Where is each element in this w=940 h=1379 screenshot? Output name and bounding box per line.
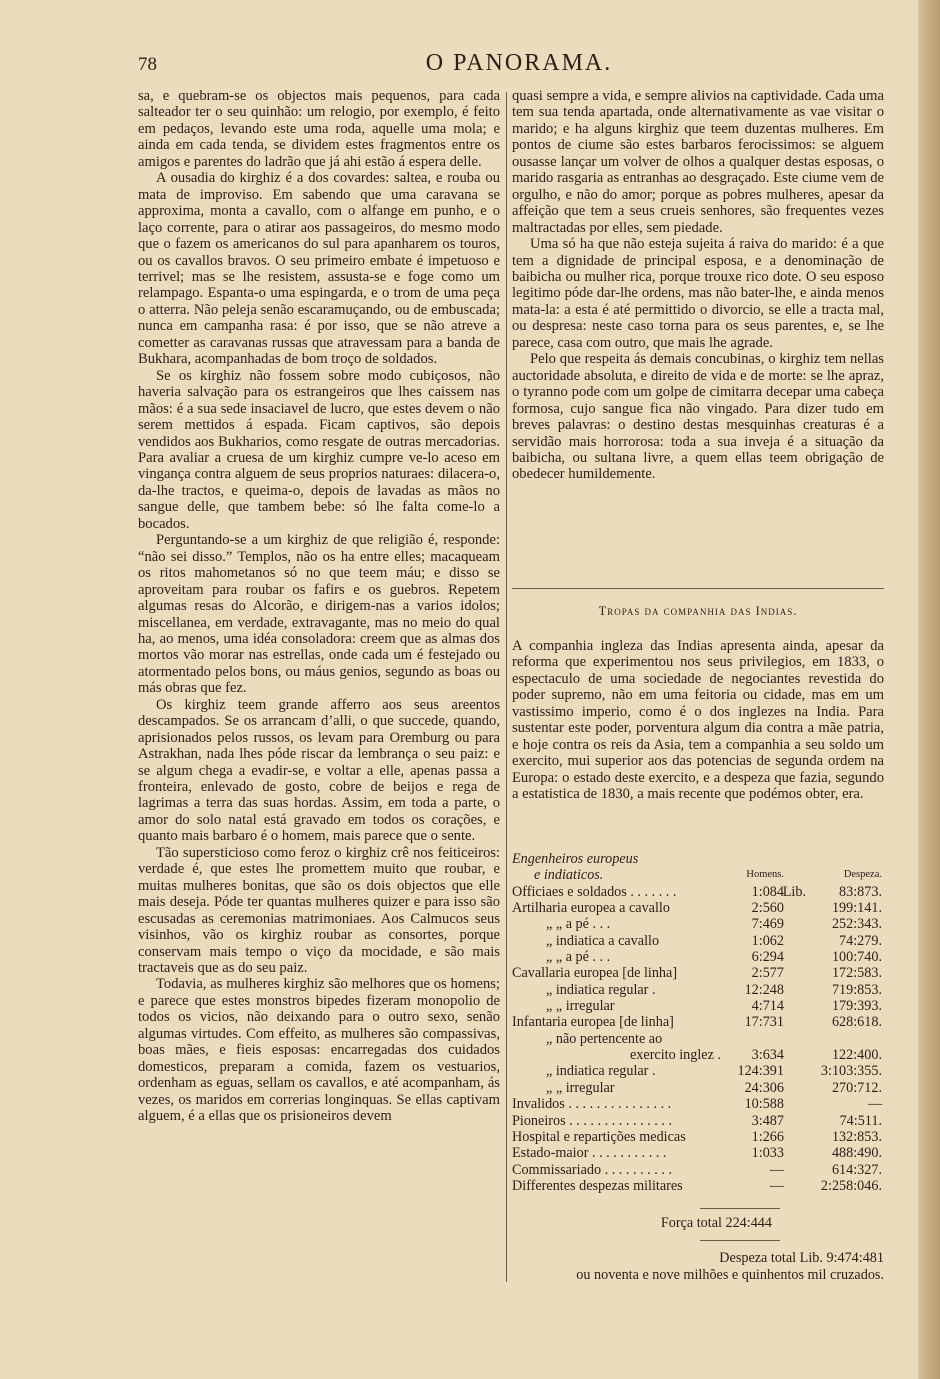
table-header-row [512, 867, 884, 883]
paragraph: sa, e quebram-se os objectos mais pequenos, para cada salteador ter o seu quinhão: um relogio, por exemplo, é feito em pedaços, levando este uma roda, aquelle uma mola; e ainda em cada tenda, se dividem estes fragmentos entre os amigos e parentes do ladrão que já ahi estão á espera delle. [138, 88, 500, 170]
section-rule [512, 588, 884, 589]
row-label: Artilharia europea a cavallo [512, 900, 670, 917]
row-men: 3:487 [751, 1112, 784, 1129]
row-men: 1:062 [751, 932, 784, 949]
row-cost: 74:279. [839, 932, 882, 949]
paragraph: Todavia, as mulheres kirghiz são melhores que os homens; e parece que estes monstros bipedes fizeram monopolio de todos os vicios, não deixando para o outro sexo, senão algumas virtudes. Com effeito, as mulheres são compassivas, boas mães, e fieis esposas: encarregadas dos cuidados domesticos, preparam a comida, fazem os vestuarios, ordenham as eguas, sellam os cavallos, e até acompanham, ás vezes, os maridos em correrias longinquas. Se ellas captivam alguem, é a ellas que os prisioneiros devem [138, 976, 500, 1125]
row-cost: 270:712. [831, 1079, 882, 1096]
row-men: 7:469 [751, 916, 784, 933]
row-label: „ „ irregular [546, 998, 615, 1015]
row-men: 1:084 [751, 883, 784, 900]
currency-label: Lib. [782, 883, 806, 900]
row-men: 17:731 [744, 1014, 784, 1031]
row-label: Estado-maior . . . . . . . . . . . [512, 1145, 667, 1162]
left-column [138, 88, 500, 1125]
table-subtitle: e indiaticos. [534, 867, 604, 884]
paragraph: Pelo que respeita ás demais concubinas, o kirghiz tem nellas auctoridade absoluta, e direito de vida e de morte: se lhe apraz, o tyranno pode com um golpe de cimitarra decepar uma cabeça formosa, cujo sangue fica não vingado. Para dizer tudo em breves palavras: o destino destas mesquinhas creaturas é a servidão mais horrorosa: toda a sua inveja é a situação da baibicha, ou sultana livre, a quem ellas teem obrigação de obedecer humildemente. [512, 351, 884, 483]
row-label: „ „ irregular [546, 1079, 615, 1096]
row-men: 124:391 [737, 1063, 784, 1080]
table-row [512, 998, 884, 1014]
row-men: 4:714 [751, 998, 784, 1015]
table-row [512, 916, 884, 932]
column-divider [506, 92, 507, 1282]
paragraph: Se os kirghiz não fossem sobre modo cubiçosos, não haveria salvação para os estrangeiros que lhes caissem nas mãos: é a sua sede insaciavel de lucro, que estes devem o não serem mettidos á espada. Ficam captivos, são depois vendidos aos Bukharios, como resgate de outras mercadorias. Para avaliar a cruesa de um kirghiz cumpre ve-lo aceso em vingança contra alguem de seus proprios naturaes: dilacera-o, da-lhe tractos, e queima-o, depois de lavadas as mãos no sangue delle, que tambem bebe: só lhe falta come-lo a bocados. [138, 367, 500, 532]
page-header [138, 50, 900, 82]
row-cost: 100:740. [831, 949, 882, 966]
row-label: Officiaes e soldados . . . . . . . [512, 883, 677, 900]
table-body [512, 884, 884, 1195]
row-label: „ „ a pé . . . [546, 916, 611, 933]
paragraph: Tão supersticioso como feroz o kirghiz crê nos feiticeiros: verdade é, que estes lhe promettem muito que roubar, e muitas mulheres bonitas, que são os dois objectos que elle mais deseja. Póde ter quantas mulheres quizer e para isso são escusadas as ceremonias matrimoniaes. Aos Calmucos seus visinhos, vão os kirghiz roubar as consortes, porque conservam mais tempo o viço da mocidade, e são mais tractaveis que as do seu paiz. [138, 844, 500, 977]
col-header-cost: Despeza. [843, 869, 882, 881]
table-row [512, 900, 884, 916]
row-men: 24:306 [744, 1079, 784, 1096]
table-row [512, 949, 884, 965]
row-label: Hospital e repartições medicas [512, 1128, 686, 1145]
row-cost: 2:258:046. [820, 1177, 882, 1194]
row-men: 12:248 [744, 981, 784, 998]
row-cost: 628:618. [831, 1014, 882, 1031]
row-cost: 83:873. [839, 883, 882, 900]
row-men: 10:588 [744, 1096, 784, 1113]
table-row [512, 1129, 884, 1145]
row-label: Commissariado . . . . . . . . . . [512, 1161, 672, 1178]
col-header-men: Homens. [746, 869, 784, 881]
page-number: 78 [138, 54, 157, 75]
row-label: „ não pertencente ao [546, 1030, 663, 1047]
table-row [512, 884, 884, 900]
row-men: 3:634 [751, 1047, 784, 1064]
row-label: Infantaria europea [de linha] [512, 1014, 674, 1031]
row-label: „ indiatica regular . [546, 1063, 656, 1080]
total-force: Força total 224:444 [660, 1215, 772, 1231]
table-row [512, 1080, 884, 1096]
paragraph: A companhia ingleza das Indias apresenta ainda, apesar da reforma que experimentou nos seus privilegios, em 1833, o espectaculo de uma sociedade de negociantes revestida do poder supremo, não em uma feitoria ou cidade, mas em um vastissimo imperio, como é o dos inglezes na India. Para sustentar este poder, porventura algum dia contra a mãe patria, e hoje contra os reis da Asia, tem a companhia a seu soldo um exercito, mui superior aos das potencias de segunda ordem na Europa: o estado deste exercito, e a despeza que fazia, segundo a estatistica de 1830, a mais recente que podémos obter, era. [512, 638, 884, 803]
army-table [512, 851, 884, 1194]
row-men: 2:577 [751, 965, 784, 982]
row-cost: 199:141. [831, 900, 882, 917]
paragraph: Os kirghiz teem grande afferro aos seus areentos descampados. Se os arrancam d’alli, o que succede, quando, aprisionados pelos russos, os levam para Oremburg ou para Astrakhan, nada lhes póde riscar da lembrança o seu paiz: e se algum chega a evadir-se, e voltar a elle, apenas passa a fronteira, enlevado de gosto, cobre de beijos e rega de lagrimas a terra das suas hordas. Assim, em toda a parte, o amor do solo natal está gravado em todos os corações, e quanto mais barbaro é o homem, mais parece que o sente. [138, 696, 500, 845]
table-row [512, 1096, 884, 1112]
row-men: — [769, 1177, 784, 1194]
row-label: Differentes despezas militares [512, 1177, 683, 1194]
row-label: Cavallaria europea [de linha] [512, 965, 678, 982]
table-title-row [512, 851, 884, 867]
row-cost: — [867, 1096, 882, 1113]
section-title: Tropas da companhia das Indias. [598, 604, 798, 618]
row-label: Invalidos . . . . . . . . . . . . . . . [512, 1096, 672, 1113]
table-row [512, 1014, 884, 1030]
table-row [512, 965, 884, 981]
table-row [512, 1162, 884, 1178]
row-label: „ indiatica a cavallo [546, 932, 660, 949]
row-men: 1:266 [751, 1128, 784, 1145]
page-edge [918, 0, 940, 1379]
row-cost: 74:511. [839, 1112, 882, 1129]
paragraph: Uma só ha que não esteja sujeita á raiva do marido: é a que tem a dignidade de principal esposa, e a denominação de baibicha ou mulher rica, porque trouxe rico dote. O seu esposo legitimo póde dar-lhe ordens, mas não bater-lhe, e ainda menos mata-la: a esta é até permittido o divorcio, se elle a tracta mal, ou despresa: neste caso torna para os seus parentes, e, se lhe parece, casa com outro, que mais lhe agrade. [512, 236, 884, 351]
running-title: O PANORAMA. [425, 50, 613, 76]
row-cost: 132:853. [831, 1128, 882, 1145]
row-cost: 3:103:355. [820, 1063, 882, 1080]
table-title: Engenheiros europeus [512, 851, 639, 867]
table-row [512, 1178, 884, 1194]
row-cost: 488:490. [831, 1145, 882, 1162]
row-cost: 614:327. [831, 1161, 882, 1178]
row-men: 6:294 [751, 949, 784, 966]
row-cost: 252:343. [831, 916, 882, 933]
row-men: — [769, 1161, 784, 1178]
row-label: „ „ a pé . . . [546, 949, 611, 966]
table-row [512, 1047, 884, 1063]
row-men: 1:033 [751, 1145, 784, 1162]
row-label: Pioneiros . . . . . . . . . . . . . . . [512, 1112, 673, 1129]
row-label: „ indiatica regular . [546, 981, 656, 998]
paragraph: quasi sempre a vida, e sempre alivios na captividade. Cada uma tem sua tenda apartada, onde alternativamente as vae visitar o marido; e ha alguns kirghiz que teem duzentas mulheres. Em pontos de ciume são estes barbaros ferocissimos: se alguem ousasse lançar um volver de olhos a qualquer destas esposas, o marido rasgaria as entranhas ao desgraçado. Este ciume vem de orgulho, e não do amor; porque as pobres mulheres, apesar da affeição que tem a seus crueis senhores, são frequentes vezes maltractadas por elles, sem piedade. [512, 88, 885, 236]
table-row [512, 982, 884, 998]
table-row [512, 1145, 884, 1161]
row-cost: 719:853. [831, 981, 882, 998]
total-cruzados: ou noventa e nove milhões e quinhentos mil cruzados. [576, 1267, 884, 1283]
table-row [512, 933, 884, 949]
right-column [512, 88, 884, 483]
table-row [512, 1063, 884, 1079]
row-cost: 179:393. [831, 998, 882, 1015]
row-men: 2:560 [751, 900, 784, 917]
total-expense: Despeza total Lib. 9:474:481 [719, 1250, 884, 1266]
section-body [512, 638, 884, 803]
table-row [512, 1031, 884, 1047]
total-rule [700, 1240, 780, 1241]
paragraph: Perguntando-se a um kirghiz de que religião é, responde: “não sei disso.” Templos, não os ha entre elles; macaqueam os ritos mahometanos só no que teem máu; e disso se aproveitam para roubar os fafirs e os guebros. Repetem algumas resas do Alcorão, e dirigem-nas a varios idolos; miscellanea, em verdade, extravagante, mas no meio do qual ha, ao menos, uma idéa consoladora: creem que as almas dos mortos vão morar nas estrellas, onde cada um é festejado ou atormentado pelos bons, ou máus genios, segundo as boas ou más obras que fez. [138, 532, 500, 697]
row-cost: 122:400. [831, 1047, 882, 1064]
total-rule [700, 1208, 780, 1209]
row-cost: 172:583. [831, 965, 882, 982]
paragraph: A ousadia do kirghiz é a dos covardes: saltea, e rouba ou mata de improviso. Em sabendo que uma caravana se approxima, monta a cavallo, com o alfange em punho, e o laço corrente, para o atirar aos passageiros, do mesmo modo que o fazem os americanos do sul para apanharem os touros, ou os cavallos bravos. O seu primeiro embate é impetuoso e terrivel; mas se lhe resistem, assusta-se e foge como um relampago. Espanta-o uma espingarda, e o trom de uma peça o atterra. Não peleja senão escaramuçando, ou de embuscada; nunca em campanha rasa: é por isso, que se não atreve a cometter as caravanas russas que atravessam para a banda de Bukhara, acompanhadas de bom troço de soldados. [138, 170, 500, 368]
table-row [512, 1113, 884, 1129]
row-label: exercito inglez . [630, 1047, 721, 1064]
